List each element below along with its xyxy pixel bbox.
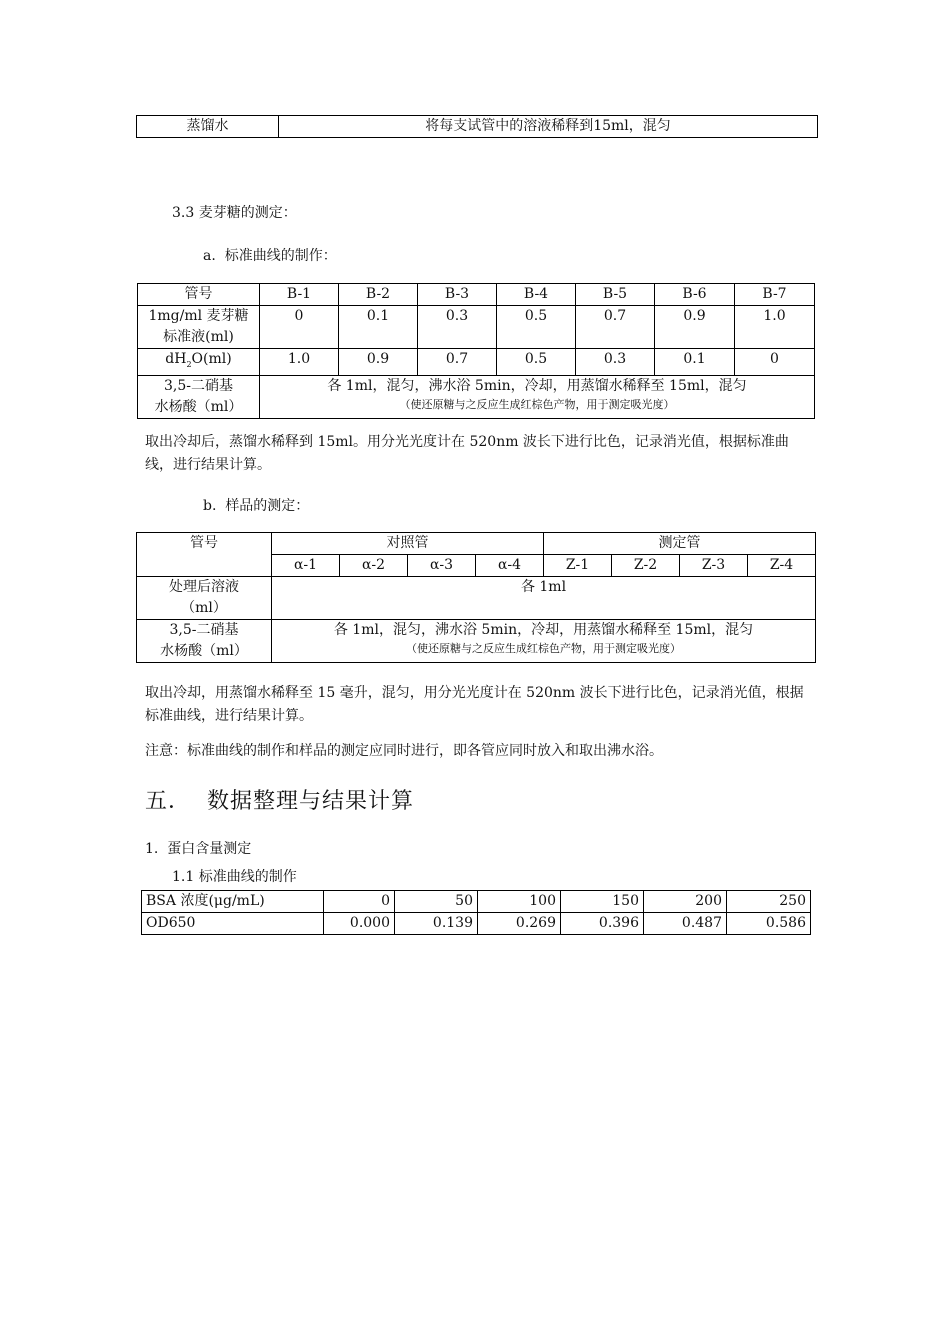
top-table [136,115,818,138]
row-label [138,376,260,419]
sample-table [136,532,816,663]
section-heading-5: 五． 数据整理与结果计算 [145,789,414,814]
merged-cell [272,620,816,663]
row-label-line: （ml） [181,600,227,616]
table-row [137,620,816,663]
table-header-cell: Z-3 [680,555,748,577]
row-label-line: 1mg/ml 麦芽糖 [148,308,249,324]
section-heading-3-3: 3.3 麦芽糖的测定： [172,205,297,221]
table-cell: 0.5 [497,306,576,349]
row-label-part: dH [165,351,187,367]
row-label [137,577,272,620]
row-label-subscript: 2 [186,360,192,369]
row-label: OD650 [142,913,324,935]
table-cell: 0 [324,891,395,913]
table-header-cell: B-6 [655,284,735,306]
item-1-1-heading: 1.1 标准曲线的制作 [172,869,297,885]
table-cell: 0 [735,349,815,376]
table-cell: 0.269 [478,913,561,935]
paragraph-a: 取出冷却后，蒸馏水稀释到 15ml。用分光光度计在 520nm 波长下进行比色，记录消光值，根据标准曲线，进行结果计算。 [145,434,789,473]
table-header-cell: Z-2 [612,555,680,577]
table-header-cell: α-4 [476,555,544,577]
table-header-cell: B-5 [576,284,655,306]
table-cell: 0.7 [418,349,497,376]
table-cell: 0.586 [727,913,811,935]
note-paragraph: 注意：标准曲线的制作和样品的测定应同时进行，即各管应同时放入和取出沸水浴。 [145,743,663,759]
group-header: 测定管 [544,533,816,555]
table-cell: 0.9 [655,306,735,349]
table-header-cell: Z-4 [748,555,816,577]
table-row [142,891,811,913]
table-cell: 50 [395,891,478,913]
row-label-line: 标准液(ml) [163,329,234,345]
table-cell: 250 [727,891,811,913]
table-row [138,284,815,306]
table-cell: 0.7 [576,306,655,349]
table-row [138,376,815,419]
row-label-line: 水杨酸（ml） [160,643,248,659]
table-cell: 0.000 [324,913,395,935]
group-header: 对照管 [272,533,544,555]
subheading-a: a. 标准曲线的制作： [203,248,337,264]
merged-cell-text: 各 1ml，混匀，沸水浴 5min，冷却，用蒸馏水稀释至 15ml，混匀 [333,622,754,638]
table-row [138,349,815,376]
merged-cell [260,376,815,419]
table-cell: 0.3 [576,349,655,376]
standard-curve-table [137,283,815,419]
merged-cell: 各 1ml [272,577,816,620]
merged-cell-note: （使还原糖与之反应生成红棕色产物，用于测定吸光度） [406,642,681,655]
table-cell: 0.5 [497,349,576,376]
row-label [138,349,260,376]
table-cell: 0 [260,306,339,349]
table-header-cell: Z-1 [544,555,612,577]
table-cell: 1.0 [260,349,339,376]
table-cell: 0.139 [395,913,478,935]
table-header-cell: α-3 [408,555,476,577]
table-cell: 1.0 [735,306,815,349]
table-cell: 150 [561,891,644,913]
table-row [137,577,816,620]
table-row [137,533,816,555]
merged-cell-note: （使还原糖与之反应生成红棕色产物，用于测定吸光度） [399,398,675,411]
table-row [137,116,818,138]
paragraph-b: 取出冷却，用蒸馏水稀释至 15 毫升，混匀，用分光光度计在 520nm 波长下进行比色，记录消光值，根据标准曲线，进行结果计算。 [145,685,804,724]
row-label-line: 3,5-二硝基 [164,378,233,394]
row-label-line: 3,5-二硝基 [169,622,239,638]
table-header-cell: α-2 [340,555,408,577]
table-cell: 将每支试管中的溶液稀释到15ml，混匀 [279,116,818,138]
row-label [137,620,272,663]
table-cell: 0.3 [418,306,497,349]
table-header-cell: B-4 [497,284,576,306]
table-cell: 100 [478,891,561,913]
merged-cell-text: 各 1ml，混匀，沸水浴 5min，冷却，用蒸馏水稀释至 15ml，混匀 [327,378,747,394]
row-label-line: 处理后溶液 [169,579,239,595]
table-header-cell: α-1 [272,555,340,577]
row-label-line: 水杨酸（ml） [154,399,243,415]
table-cell: 200 [644,891,727,913]
table-row [138,306,815,349]
item-1-heading: 1. 蛋白含量测定 [145,841,252,857]
table-cell: 0.487 [644,913,727,935]
table-cell: 0.1 [655,349,735,376]
subheading-b: b. 样品的测定： [203,498,310,514]
table-row [142,913,811,935]
table-header-cell: B-1 [260,284,339,306]
table-header-cell: B-2 [339,284,418,306]
bsa-table [141,890,811,935]
table-header-cell: 管号 [138,284,260,306]
table-header-cell: B-7 [735,284,815,306]
table-cell: 0.1 [339,306,418,349]
table-cell: 蒸馏水 [137,116,279,138]
row-label [138,306,260,349]
row-label-part: O(ml) [191,351,232,367]
table-cell: 0.396 [561,913,644,935]
row-label: BSA 浓度(μg/mL) [142,891,324,913]
table-header-cell: 管号 [137,533,272,577]
table-cell: 0.9 [339,349,418,376]
table-header-cell: B-3 [418,284,497,306]
